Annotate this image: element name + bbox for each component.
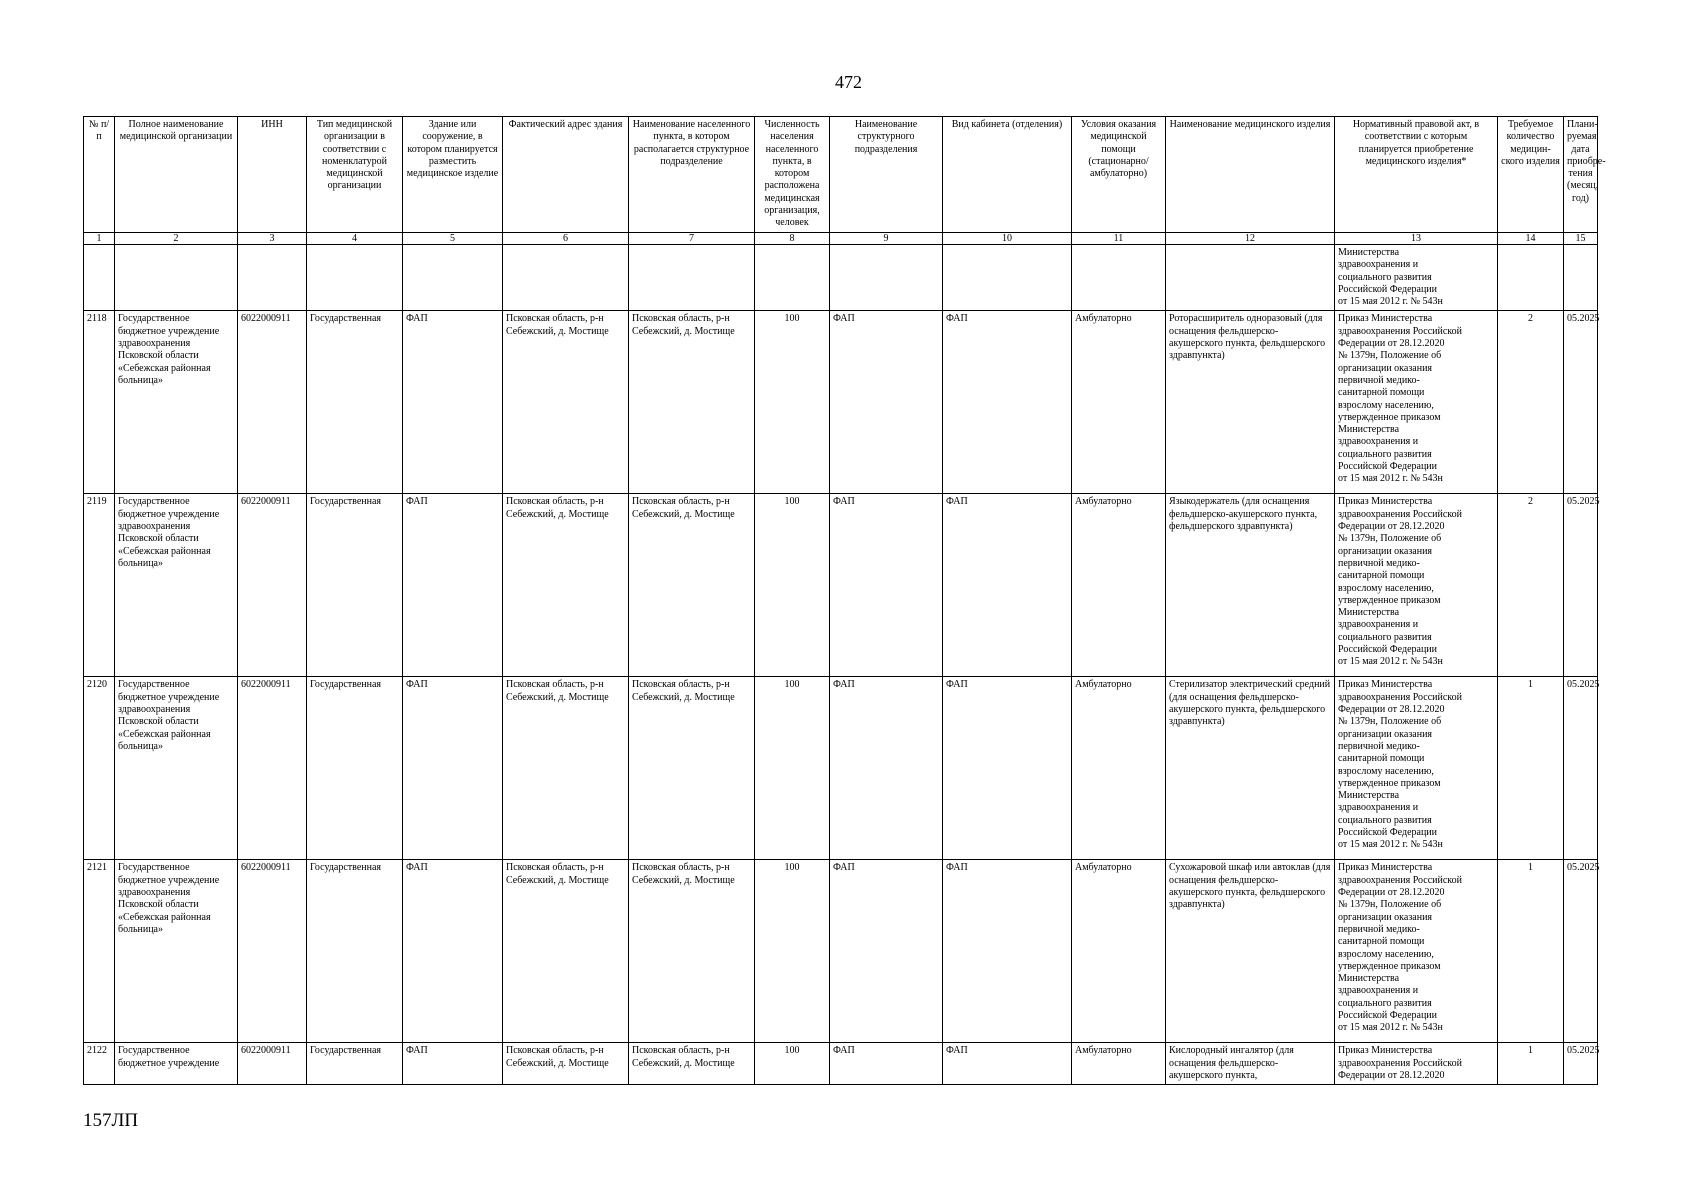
organization-type: Государственная: [307, 1043, 403, 1085]
address: Псковская область, р-н Себежский, д. Мостище: [503, 311, 629, 494]
table-row: [84, 860, 1598, 1043]
locality: Псковская область, р-н Себежский, д. Мостище: [629, 860, 755, 1043]
table-row: [84, 677, 1598, 860]
organization-name: Государственное бюджетное учреждение здравоохранения Псковской области «Себежская районная больница»: [115, 494, 238, 677]
column-number: 8: [755, 233, 830, 245]
column-number: 12: [1166, 233, 1335, 245]
column-number: 15: [1564, 233, 1598, 245]
structural-unit: ФАП: [830, 494, 943, 677]
header-cell: Тип медицинской организации в соответствии с номенклатурой медицинской организации: [307, 117, 403, 233]
header-row: [84, 117, 1598, 233]
quantity: 1: [1498, 860, 1564, 1043]
room-type: ФАП: [943, 494, 1072, 677]
care-conditions: Амбулаторно: [1072, 677, 1166, 860]
inn: 6022000911: [238, 494, 307, 677]
quantity: 1: [1498, 677, 1564, 860]
address: Псковская область, р-н Себежский, д. Мостище: [503, 677, 629, 860]
table-row: [84, 494, 1598, 677]
column-number-row: [84, 233, 1598, 245]
header-cell: Плани-руемая дата приобре-тения (месяц, год): [1564, 117, 1598, 233]
planned-date: 05.2025: [1564, 860, 1598, 1043]
row-number: 2118: [84, 311, 115, 494]
planned-date: 05.2025: [1564, 677, 1598, 860]
header-cell: Численность населения населенного пункта, в котором расположена медицинская организация, человек: [755, 117, 830, 233]
header-cell: Требуемое количество медицин-ского изделия: [1498, 117, 1564, 233]
population: 100: [755, 1043, 830, 1085]
organization-name: Государственное бюджетное учреждение здравоохранения Псковской области «Себежская районная больница»: [115, 677, 238, 860]
legal-act: Приказ Министерства здравоохранения Российской Федерации от 28.12.2020 № 1379н, Положение об организации оказания первичной медико- санитарной помощи взрослому населению, утвержденное приказом Министерства здравоохранения и социального развития Российской Федерации от 15 мая 2012 г. № 543н: [1335, 860, 1498, 1043]
building: ФАП: [403, 1043, 503, 1085]
building: ФАП: [403, 860, 503, 1043]
address: Псковская область, р-н Себежский, д. Мостище: [503, 1043, 629, 1085]
locality: Псковская область, р-н Себежский, д. Мостище: [629, 494, 755, 677]
room-type: ФАП: [943, 677, 1072, 860]
inn: 6022000911: [238, 1043, 307, 1085]
inn: 6022000911: [238, 860, 307, 1043]
locality: Псковская область, р-н Себежский, д. Мостище: [629, 1043, 755, 1085]
room-type: ФАП: [943, 1043, 1072, 1085]
population: 100: [755, 311, 830, 494]
care-conditions: Амбулаторно: [1072, 311, 1166, 494]
organization-type: Государственная: [307, 860, 403, 1043]
column-number: 11: [1072, 233, 1166, 245]
device-name: Кислородный ингалятор (для оснащения фельдшерско-акушерского пункта,: [1166, 1043, 1335, 1085]
quantity: 2: [1498, 494, 1564, 677]
legal-act: Приказ Министерства здравоохранения Российской Федерации от 28.12.2020 № 1379н, Положение об организации оказания первичной медико- санитарной помощи взрослому населению, утвержденное приказом Министерства здравоохранения и социального развития Российской Федерации от 15 мая 2012 г. № 543н: [1335, 311, 1498, 494]
quantity: 1: [1498, 1043, 1564, 1085]
legal-act: Приказ Министерства здравоохранения Российской Федерации от 28.12.2020 № 1379н, Положение об организации оказания первичной медико- санитарной помощи взрослому населению, утвержденное приказом Министерства здравоохранения и социального развития Российской Федерации от 15 мая 2012 г. № 543н: [1335, 677, 1498, 860]
header-cell: Вид кабинета (отделения): [943, 117, 1072, 233]
header-cell: Полное наименование медицинской организации: [115, 117, 238, 233]
locality: Псковская область, р-н Себежский, д. Мостище: [629, 677, 755, 860]
column-number: 13: [1335, 233, 1498, 245]
device-name: Роторасширитель одноразовый (для оснащения фельдшерско-акушерского пункта, фельдшерского здравпункта): [1166, 311, 1335, 494]
header-cell: ИНН: [238, 117, 307, 233]
room-type: ФАП: [943, 311, 1072, 494]
planned-date: 05.2025: [1564, 311, 1598, 494]
header-cell: Условия оказания медицинской помощи (стационарно/ амбулаторно): [1072, 117, 1166, 233]
address: Псковская область, р-н Себежский, д. Мостище: [503, 494, 629, 677]
legal-act: Приказ Министерства здравоохранения Российской Федерации от 28.12.2020: [1335, 1043, 1498, 1085]
row-number: 2121: [84, 860, 115, 1043]
inn: 6022000911: [238, 311, 307, 494]
column-number: 9: [830, 233, 943, 245]
row-number: 2122: [84, 1043, 115, 1085]
column-number: 1: [84, 233, 115, 245]
structural-unit: ФАП: [830, 1043, 943, 1085]
population: 100: [755, 494, 830, 677]
header-cell: Нормативный правовой акт, в соответствии с которым планируется приобретение медицинского изделия*: [1335, 117, 1498, 233]
legal-act: Приказ Министерства здравоохранения Российской Федерации от 28.12.2020 № 1379н, Положение об организации оказания первичной медико- санитарной помощи взрослому населению, утвержденное приказом Министерства здравоохранения и социального развития Российской Федерации от 15 мая 2012 г. № 543н: [1335, 494, 1498, 677]
room-type: ФАП: [943, 860, 1072, 1043]
care-conditions: Амбулаторно: [1072, 494, 1166, 677]
organization-type: Государственная: [307, 494, 403, 677]
planned-date: 05.2025: [1564, 1043, 1598, 1085]
document-code: 157ЛП: [83, 1110, 139, 1131]
column-number: 2: [115, 233, 238, 245]
equipment-register-table: [83, 116, 1606, 1085]
page-number: 472: [835, 72, 862, 92]
structural-unit: ФАП: [830, 311, 943, 494]
row-number: 2119: [84, 494, 115, 677]
header-cell: Наименование структурного подразделения: [830, 117, 943, 233]
header-cell: Наименование населенного пункта, в котором располагается структурное подразделение: [629, 117, 755, 233]
header-cell: Здание или сооружение, в котором планируется разместить медицинское изделие: [403, 117, 503, 233]
header-cell: Фактический адрес здания: [503, 117, 629, 233]
care-conditions: Амбулаторно: [1072, 860, 1166, 1043]
organization-name: Государственное бюджетное учреждение: [115, 1043, 238, 1085]
structural-unit: ФАП: [830, 860, 943, 1043]
population: 100: [755, 860, 830, 1043]
locality: Псковская область, р-н Себежский, д. Мостище: [629, 311, 755, 494]
organization-name: Государственное бюджетное учреждение здравоохранения Псковской области «Себежская районная больница»: [115, 311, 238, 494]
header-cell: Наименование медицинского изделия: [1166, 117, 1335, 233]
column-number: 5: [403, 233, 503, 245]
structural-unit: ФАП: [830, 677, 943, 860]
care-conditions: Амбулаторно: [1072, 1043, 1166, 1085]
device-name: Сухожаровой шкаф или автоклав (для оснащения фельдшерско-акушерского пункта, фельдшерского здравпункта): [1166, 860, 1335, 1043]
organization-name: Государственное бюджетное учреждение здравоохранения Псковской области «Себежская районная больница»: [115, 860, 238, 1043]
population: 100: [755, 677, 830, 860]
column-number: 10: [943, 233, 1072, 245]
continuation-row: [84, 245, 1598, 311]
building: ФАП: [403, 677, 503, 860]
column-number: 14: [1498, 233, 1564, 245]
device-name: Стерилизатор электрический средний (для оснащения фельдшерско-акушерского пункта, фельдшерского здравпункта): [1166, 677, 1335, 860]
organization-type: Государственная: [307, 311, 403, 494]
organization-type: Государственная: [307, 677, 403, 860]
column-number: 4: [307, 233, 403, 245]
planned-date: 05.2025: [1564, 494, 1598, 677]
building: ФАП: [403, 311, 503, 494]
column-number: 7: [629, 233, 755, 245]
header-cell: № п/п: [84, 117, 115, 233]
row-number: 2120: [84, 677, 115, 860]
column-number: 6: [503, 233, 629, 245]
table-row: [84, 1043, 1598, 1085]
column-number: 3: [238, 233, 307, 245]
address: Псковская область, р-н Себежский, д. Мостище: [503, 860, 629, 1043]
table-row: [84, 311, 1598, 494]
inn: 6022000911: [238, 677, 307, 860]
continuation-text: Министерства здравоохранения и социального развития Российской Федерации от 15 мая 2012 г. № 543н: [1335, 245, 1498, 311]
building: ФАП: [403, 494, 503, 677]
device-name: Языкодержатель (для оснащения фельдшерско-акушерского пункта, фельдшерского здравпункта): [1166, 494, 1335, 677]
quantity: 2: [1498, 311, 1564, 494]
